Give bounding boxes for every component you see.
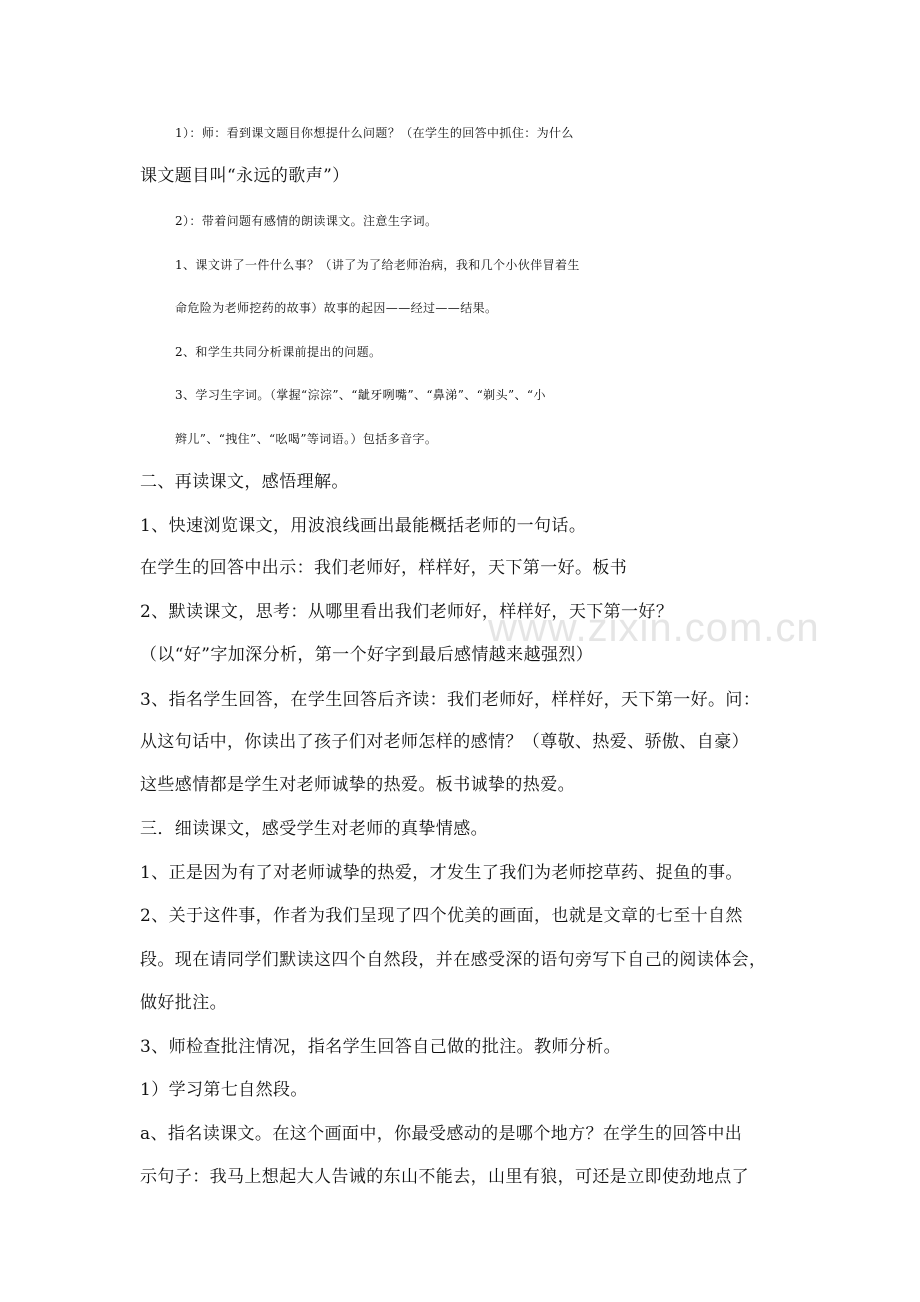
text-line: 1、课文讲了一件什么事？（讲了为了给老师治病，我和几个小伙伴冒着生	[175, 258, 580, 272]
text-line: 这些感情都是学生对老师诚挚的热爱。板书诚挚的热爱。	[140, 775, 575, 795]
text-line: 在学生的回答中出示：我们老师好，样样好，天下第一好。板书	[140, 558, 628, 578]
text-line: 2）：带着问题有感情的朗读课文。注意生字词。	[175, 214, 438, 228]
text-line: 1）：师：看到课文题目你想提什么问题？（在学生的回答中抓住：为什么	[175, 126, 574, 140]
text-line: 3、指名学生回答，在学生回答后齐读：我们老师好，样样好，天下第一好。问：	[140, 690, 761, 710]
section-heading: 二、再读课文，感悟理解。	[140, 472, 349, 492]
text-line: 做好批注。	[140, 993, 227, 1013]
text-line: 辫儿”、“拽住”、“吆喝”等词语。）包括多音字。	[175, 432, 438, 446]
text-line: 1、正是因为有了对老师诚挚的热爱，才发生了我们为老师挖草药、捉鱼的事。	[140, 863, 743, 883]
text-line: 1、快速浏览课文，用波浪线画出最能概括老师的一句话。	[140, 516, 587, 536]
watermark: www.zixin.com.cn	[488, 606, 820, 650]
text-line: 命危险为老师挖药的故事）故事的起因——经过——结果。	[175, 301, 498, 315]
text-line: 1）学习第七自然段。	[140, 1080, 308, 1100]
text-line: 从这句话中，你读出了孩子们对老师怎样的感情？（尊敬、热爱、骄傲、自豪）	[140, 732, 749, 752]
text-line: 3、学习生字词。（掌握“淙淙”、“龇牙咧嘴”、“鼻涕”、“剃头”、“小	[175, 388, 546, 402]
text-line: 段。现在请同学们默读这四个自然段，并在感受深的语句旁写下自己的阅读体会，	[140, 950, 767, 970]
text-line: 3、师检查批注情况，指名学生回答自己做的批注。教师分析。	[140, 1037, 622, 1057]
text-line: 2、默读课文，思考：从哪里看出我们老师好，样样好，天下第一好？	[140, 602, 674, 622]
section-heading: 三．细读课文，感受学生对老师的真挚情感。	[140, 819, 488, 839]
text-line: 示句子：我马上想起大人告诫的东山不能去，山里有狼，可还是立即使劲地点了	[140, 1167, 749, 1187]
text-line: 课文题目叫“永远的歌声”）	[140, 166, 350, 186]
text-line: （以“好”字加深分析，第一个好字到最后感情越来越强烈）	[140, 645, 594, 665]
text-line: 2、关于这件事，作者为我们呈现了四个优美的画面，也就是文章的七至十自然	[140, 906, 743, 926]
text-line: a、指名读课文。在这个画面中，你最受感动的是哪个地方？在学生的回答中出	[140, 1124, 743, 1144]
text-line: 2、和学生共同分析课前提出的问题。	[175, 345, 382, 359]
